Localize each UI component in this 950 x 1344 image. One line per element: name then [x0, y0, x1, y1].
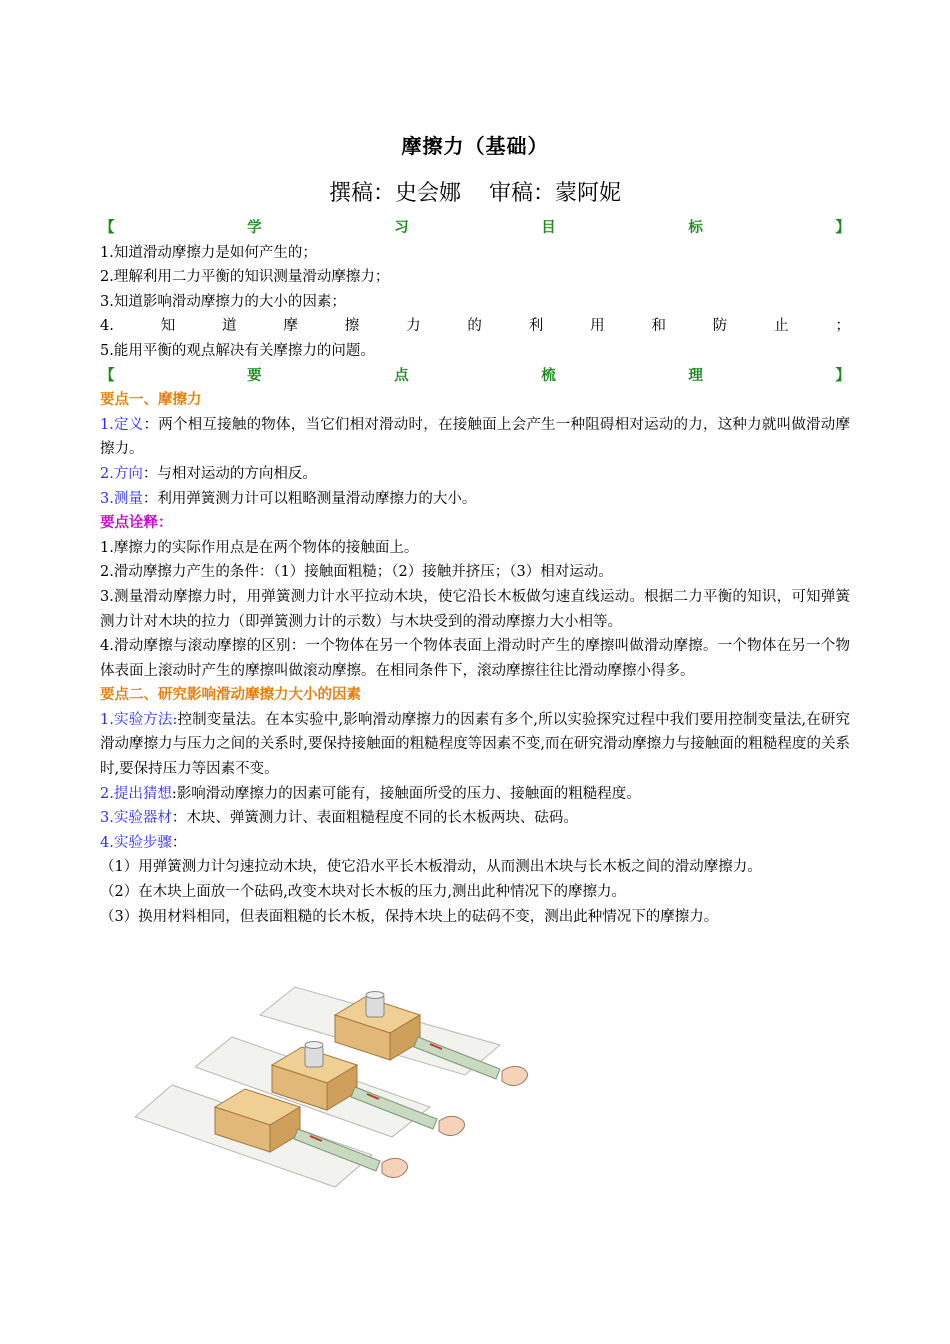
notes-heading: 要点诠释：: [100, 514, 173, 532]
measure-label: 3.测量: [100, 490, 143, 507]
goal-item: 2.理解利用二力平衡的知识测量滑动摩擦力；: [100, 269, 390, 286]
steps-label: 4.实验步骤: [100, 834, 172, 851]
equipment-label: 3.实验器材: [100, 810, 172, 827]
author-line: 撰稿：史会娜 审稿：蒙阿妮: [329, 181, 621, 206]
page-title: 摩擦力（基础）: [401, 134, 549, 158]
weight-back-top: [366, 992, 384, 999]
step-item: （3）换用材料相同，但表面粗糙的长木板，保持木块上的砝码不变，测出此种情况下的摩擦力。: [100, 908, 719, 925]
learning-goals-heading: 【 学 习 目 标 】: [100, 219, 850, 236]
goal-item-4: 4. 知 道 摩 擦 力 的 利 用 和 防 止 ；: [100, 318, 850, 335]
note-item: 2.滑动摩擦力产生的条件：（1）接触面粗糙；（2）接触并挤压；（3）相对运动。: [100, 564, 613, 581]
note-item: 1.摩擦力的实际作用点是在两个物体的接触面上。: [100, 539, 419, 556]
weight-middle-top: [305, 1042, 323, 1049]
goal-item: 3.知道影响滑动摩擦力的大小的因素；: [100, 293, 346, 310]
step-item: （2）在木块上面放一个砝码,改变木块对长木板的压力,测出此种情况下的摩擦力。: [100, 884, 626, 901]
section-heading: 要点一、摩擦力: [100, 391, 202, 409]
note-item: 4.滑动摩擦与滚动摩擦的区别：一个物体在另一个物体表面上滑动时产生的摩擦叫做滑动摩擦。一个物体在另一个物体表面上滚动时产生的摩擦叫做滚动摩擦。在相同条件下，滚动摩擦往往比滑动摩擦小得多。: [100, 638, 850, 679]
key-points-heading: 【 要 点 梳 理 】: [100, 366, 850, 384]
guess-paragraph: 2.提出猜想:影响滑动摩擦力的因素可能有，接触面所受的压力、接触面的粗糙程度。: [100, 785, 641, 802]
equipment-paragraph: 3.实验器材：木块、弹簧测力计、表面粗糙程度不同的长木板两块、砝码。: [100, 810, 578, 827]
measure-paragraph: 3.测量：利用弹簧测力计可以粗略测量滑动摩擦力的大小。: [100, 490, 477, 507]
goal-item: 5.能用平衡的观点解决有关摩擦力的问题。: [100, 342, 375, 359]
note-item: 3.测量滑动摩擦力时，用弹簧测力计水平拉动木块，使它沿长木板做匀速直线运动。根据二力平衡的知识，可知弹簧测力计对木块的拉力（即弹簧测力计的示数）与木块受到的滑动摩擦力大小相等。: [100, 588, 850, 630]
hand-middle: [439, 1116, 465, 1135]
definition-paragraph: 1.定义：两个相互接触的物体，当它们相对滑动时，在接触面上会产生一种阻碍相对运动的力，这种力就叫做滑动摩擦力。: [100, 416, 850, 458]
hand-front: [382, 1158, 408, 1177]
direction-paragraph: 2.方向：与相对运动的方向相反。: [100, 465, 317, 482]
section-heading: 要点二、研究影响滑动摩擦力大小的因素: [100, 686, 361, 704]
goal-item: 1.知道滑动摩擦力是如何产生的；: [100, 244, 317, 261]
definition-label: 1.定义: [100, 416, 144, 433]
hand-back: [502, 1066, 528, 1085]
method-label: 1.实验方法:: [100, 711, 178, 728]
friction-experiment-illustration: [120, 975, 580, 1200]
document-body: [100, 216, 850, 929]
step-item: （1）用弹簧测力计匀速拉动木块，使它沿水平长木板滑动，从而测出木块与长木板之间的滑动摩擦力。: [100, 859, 762, 876]
direction-label: 2.方向: [100, 465, 143, 482]
steps-heading: 4.实验步骤：: [100, 834, 187, 851]
method-paragraph: 1.实验方法:控制变量法。在本实验中,影响滑动摩擦力的因素有多个,所以实验探究过程中我们要用控制变量法,在研究滑动摩擦力与压力之间的关系时,要保持接触面的粗糙程度等因素不变,而在研究滑动摩擦力与接触面的粗糙程度的关系时,要保持压力等因素不变。: [100, 711, 850, 778]
guess-label: 2.提出猜想: [100, 785, 172, 802]
